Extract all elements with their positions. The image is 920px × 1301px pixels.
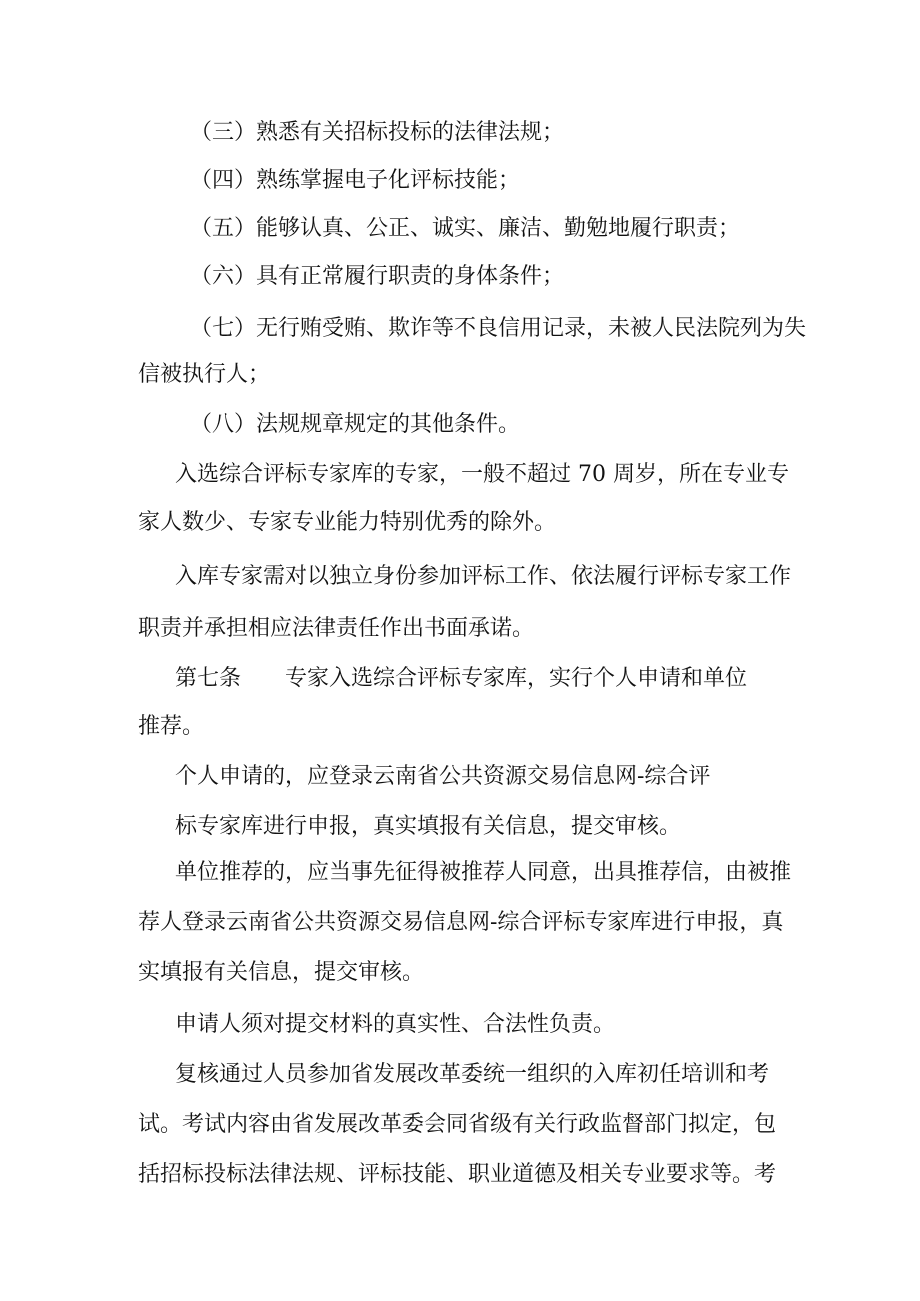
condition-6: （六）具有正常履行职责的身体条件； (190, 264, 565, 289)
personal-application-line-1: 个人申请的，应登录云南省公共资源交易信息网-综合评 (175, 764, 711, 789)
condition-7-line-1: （七）无行贿受贿、欺诈等不良信用记录，未被人民法院列为失 (190, 316, 807, 341)
article-7-line-1 (175, 664, 747, 694)
training-line-3: 括招标投标法律法规、评标技能、职业道德及相关专业要求等。考 (138, 1162, 777, 1187)
condition-8: （八）法规规章规定的其他条件。 (190, 412, 521, 437)
commitment-line-1: 入库专家需对以独立身份参加评标工作、依法履行评标专家工作 (175, 564, 792, 589)
unit-recommendation-line-2: 荐人登录云南省公共资源交易信息网-综合评标专家库进行申报，真 (138, 910, 784, 935)
commitment-line-2: 职责并承担相应法律责任作出书面承诺。 (138, 616, 535, 641)
unit-recommendation-line-1: 单位推荐的，应当事先征得被推荐人同意，出具推荐信，由被推 (175, 860, 792, 885)
condition-5: （五）能够认真、公正、诚实、廉洁、勤勉地履行职责； (190, 216, 741, 241)
condition-3: （三）熟悉有关招标投标的法律法规； (190, 120, 565, 145)
responsibility: 申请人须对提交材料的真实性、合法性负责。 (175, 1012, 616, 1037)
unit-recommendation-line-3: 实填报有关信息，提交审核。 (138, 960, 425, 985)
training-line-1: 复核通过人员参加省发展改革委统一组织的入库初任培训和考 (175, 1062, 770, 1087)
article-7-line-2: 推荐。 (138, 714, 205, 739)
age-rule-line-2: 家人数少、专家专业能力特别优秀的除外。 (138, 510, 557, 535)
condition-4: （四）熟练掌握电子化评标技能； (190, 168, 521, 193)
condition-7-line-2: 信被执行人； (138, 362, 271, 387)
age-rule-line-1: 入选综合评标专家库的专家，一般不超过 70 周岁，所在专业专 (175, 462, 789, 487)
training-line-2: 试。考试内容由省发展改革委会同省级有关行政监督部门拟定，包 (138, 1112, 777, 1137)
personal-application-line-2: 标专家库进行申报，真实填报有关信息，提交审核。 (175, 814, 682, 839)
article-7-number: 第七条 (175, 666, 242, 691)
article-7-text: 专家入选综合评标专家库，实行个人申请和单位 (285, 666, 748, 691)
